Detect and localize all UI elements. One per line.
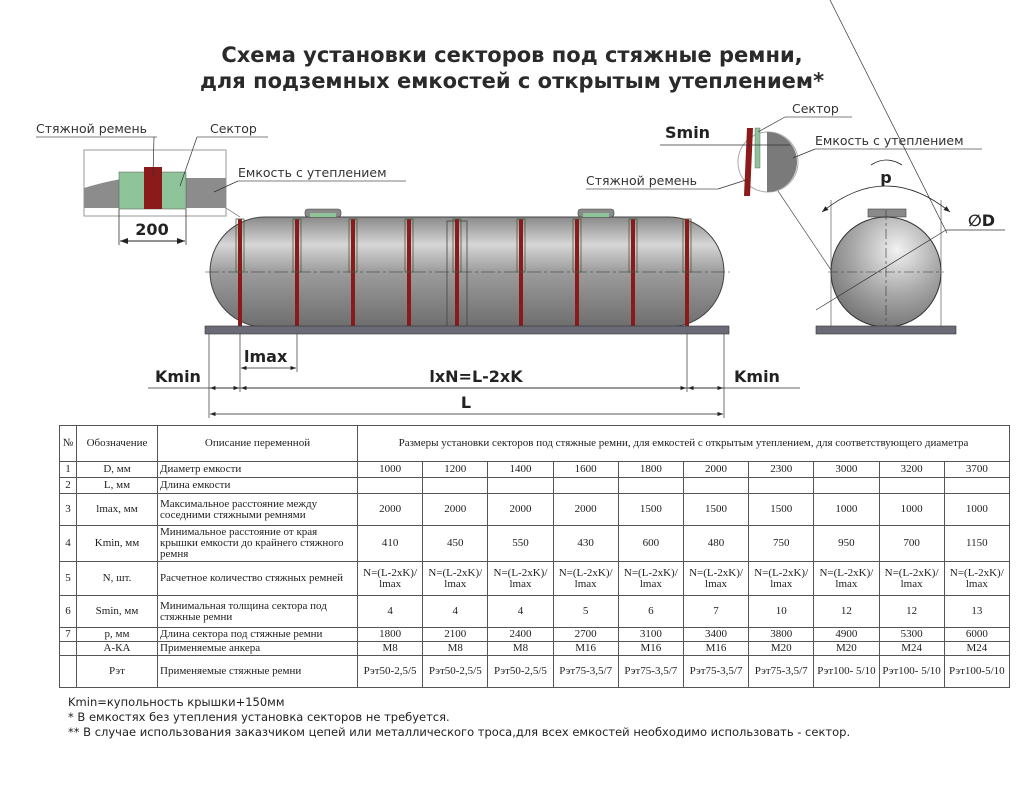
page-title-line-2: для подземных емкостей с открытым утеплением* xyxy=(199,69,825,93)
row-value xyxy=(488,478,553,494)
row-value: 4 xyxy=(358,596,423,628)
table-header-row xyxy=(60,426,1010,462)
table-row xyxy=(60,596,1010,628)
row-value: 700 xyxy=(879,526,944,562)
row-value: 4 xyxy=(423,596,488,628)
row-description: Минимальная толщина сектора под стяжные ремни xyxy=(158,596,358,628)
strap xyxy=(575,219,579,326)
sector-label-left: Сектор xyxy=(210,121,257,136)
row-num xyxy=(60,642,77,656)
row-value: 6000 xyxy=(944,628,1009,642)
row-value: 1500 xyxy=(618,494,683,526)
row-value: Рэт100-5/10 xyxy=(944,656,1009,688)
row-value: 2300 xyxy=(749,462,814,478)
tank-side-view xyxy=(205,209,730,334)
tank-label-left: Емкость с утеплением xyxy=(238,165,387,180)
table-row xyxy=(60,642,1010,656)
row-value: 1500 xyxy=(749,494,814,526)
table-row xyxy=(60,462,1010,478)
strap-label-left: Стяжной ремень xyxy=(36,121,147,136)
row-value: Рэт100- 5/10 xyxy=(814,656,879,688)
row-value xyxy=(358,478,423,494)
row-value: N=(L-2xK)/ lmax xyxy=(423,562,488,596)
row-description: Длина емкости xyxy=(158,478,358,494)
row-value xyxy=(553,478,618,494)
row-value: 1400 xyxy=(488,462,553,478)
tank-end-view xyxy=(816,0,1005,334)
strap xyxy=(685,219,689,326)
row-value: 950 xyxy=(814,526,879,562)
table-row xyxy=(60,656,1010,688)
row-value: 1600 xyxy=(553,462,618,478)
row-value: Рэт50-2,5/5 xyxy=(423,656,488,688)
strap-label-right: Стяжной ремень xyxy=(586,173,697,188)
hatch-left xyxy=(305,209,341,217)
length-label: L xyxy=(460,393,472,412)
header-designation: Обозначение xyxy=(77,426,158,462)
row-description: Расчетное количество стяжных ремней xyxy=(158,562,358,596)
row-value: 3800 xyxy=(749,628,814,642)
row-value: 1000 xyxy=(814,494,879,526)
row-value: 2000 xyxy=(423,494,488,526)
diameter-label: ∅D xyxy=(968,211,995,230)
row-designation: А-КА xyxy=(77,642,158,656)
row-value: 1000 xyxy=(879,494,944,526)
end-view-hatch xyxy=(868,209,906,217)
row-value: 2100 xyxy=(423,628,488,642)
row-value: N=(L-2xK)/ lmax xyxy=(553,562,618,596)
row-value xyxy=(423,478,488,494)
strap xyxy=(455,219,459,326)
row-description: Минимальное расстояние от края крышки емкости до крайнего стяжного ремня xyxy=(158,526,358,562)
note-insulation: * В емкостях без утепления установка секторов не требуется. xyxy=(68,710,450,724)
row-value: 750 xyxy=(749,526,814,562)
row-description: Применяемые анкера xyxy=(158,642,358,656)
note-kmin: Kmin=купольность крышки+150мм xyxy=(68,695,285,709)
header-sizes: Размеры установки секторов под стяжные ремни, для емкостей с открытым утеплением, для соответствующего диаметра xyxy=(358,426,1010,462)
table-row xyxy=(60,494,1010,526)
sector-section xyxy=(755,128,760,168)
sector-label-right: Сектор xyxy=(792,101,839,116)
row-value: 13 xyxy=(944,596,1009,628)
row-value: 480 xyxy=(683,526,748,562)
row-value: 430 xyxy=(553,526,618,562)
row-value: N=(L-2xK)/ lmax xyxy=(488,562,553,596)
row-value: M16 xyxy=(553,642,618,656)
row-value: 12 xyxy=(814,596,879,628)
row-designation: D, мм xyxy=(77,462,158,478)
row-num: 5 xyxy=(60,562,77,596)
strap xyxy=(407,219,411,326)
row-designation: p, мм xyxy=(77,628,158,642)
row-value: 2400 xyxy=(488,628,553,642)
row-value: M24 xyxy=(879,642,944,656)
row-value: 2700 xyxy=(553,628,618,642)
smin-label: Smin xyxy=(665,123,711,142)
kmin-right-label: Kmin xyxy=(734,367,780,386)
row-value: M8 xyxy=(423,642,488,656)
row-description: Диаметр емкости xyxy=(158,462,358,478)
row-value: 550 xyxy=(488,526,553,562)
dimension-lines xyxy=(148,334,800,418)
row-value: 5300 xyxy=(879,628,944,642)
row-value: 3000 xyxy=(814,462,879,478)
row-value: 450 xyxy=(423,526,488,562)
row-designation: L, мм xyxy=(77,478,158,494)
row-num: 4 xyxy=(60,526,77,562)
table-row xyxy=(60,628,1010,642)
row-value: M16 xyxy=(618,642,683,656)
formula-label: lxN=L-2xK xyxy=(429,367,523,386)
row-value: N=(L-2xK)/ lmax xyxy=(814,562,879,596)
tank-label-right: Емкость с утеплением xyxy=(815,133,964,148)
row-value: 2000 xyxy=(553,494,618,526)
row-value: 1800 xyxy=(618,462,683,478)
row-description: Применяемые стяжные ремни xyxy=(158,656,358,688)
end-view-base xyxy=(816,326,956,334)
row-value: M8 xyxy=(488,642,553,656)
row-value: 3400 xyxy=(683,628,748,642)
row-value: Рэт75-3,5/7 xyxy=(749,656,814,688)
row-num: 2 xyxy=(60,478,77,494)
row-value: Рэт50-2,5/5 xyxy=(358,656,423,688)
row-value: Рэт75-3,5/7 xyxy=(618,656,683,688)
kmin-left-label: Kmin xyxy=(155,367,201,386)
insulation-section xyxy=(767,132,797,192)
note-chains: ** В случае использования заказчиком цепей или металлического троса,для всех емкостей необходимо использовать - сектор. xyxy=(68,725,851,739)
row-value: 4900 xyxy=(814,628,879,642)
footnotes xyxy=(68,695,850,740)
header-description: Описание переменной xyxy=(158,426,358,462)
row-value xyxy=(814,478,879,494)
row-value: N=(L-2xK)/ lmax xyxy=(358,562,423,596)
row-designation: Kmin, мм xyxy=(77,526,158,562)
row-value: 1800 xyxy=(358,628,423,642)
row-value: N=(L-2xK)/ lmax xyxy=(618,562,683,596)
width-dimension-label: 200 xyxy=(135,220,169,239)
row-value: 10 xyxy=(749,596,814,628)
row-value: Рэт100- 5/10 xyxy=(879,656,944,688)
row-value: M20 xyxy=(814,642,879,656)
row-value xyxy=(618,478,683,494)
row-value: Рэт75-3,5/7 xyxy=(683,656,748,688)
row-value xyxy=(944,478,1009,494)
row-value: N=(L-2xK)/ lmax xyxy=(879,562,944,596)
row-value xyxy=(683,478,748,494)
row-value: M8 xyxy=(358,642,423,656)
row-value: 7 xyxy=(683,596,748,628)
row-value: M24 xyxy=(944,642,1009,656)
row-value: 1200 xyxy=(423,462,488,478)
row-value: M20 xyxy=(749,642,814,656)
row-value: Рэт75-3,5/7 xyxy=(553,656,618,688)
lmax-label: lmax xyxy=(244,347,288,366)
row-value: 2000 xyxy=(358,494,423,526)
strap xyxy=(631,219,635,326)
row-value: 2000 xyxy=(683,462,748,478)
strap xyxy=(351,219,355,326)
arc-p-label: p xyxy=(880,168,892,187)
table-row xyxy=(60,526,1010,562)
strap xyxy=(295,219,299,326)
table-row xyxy=(60,562,1010,596)
row-num xyxy=(60,656,77,688)
row-value: 12 xyxy=(879,596,944,628)
row-value: 6 xyxy=(618,596,683,628)
row-value: 600 xyxy=(618,526,683,562)
row-value: N=(L-2xK)/ lmax xyxy=(749,562,814,596)
row-value: 1000 xyxy=(944,494,1009,526)
row-value: 2000 xyxy=(488,494,553,526)
row-description: Максимальное расстояние между соседними стяжными ремнями xyxy=(158,494,358,526)
tank-base xyxy=(205,326,729,334)
row-num: 6 xyxy=(60,596,77,628)
spec-table xyxy=(59,425,1010,688)
row-value: M16 xyxy=(683,642,748,656)
row-value: 410 xyxy=(358,526,423,562)
strap xyxy=(519,219,523,326)
row-value: Рэт50-2,5/5 xyxy=(488,656,553,688)
row-value: 4 xyxy=(488,596,553,628)
row-value: 3700 xyxy=(944,462,1009,478)
hatch-right xyxy=(578,209,614,217)
row-num: 1 xyxy=(60,462,77,478)
row-num: 7 xyxy=(60,628,77,642)
row-value: N=(L-2xK)/ lmax xyxy=(944,562,1009,596)
strap xyxy=(238,219,242,326)
header-num: № xyxy=(60,426,77,462)
row-value: N=(L-2xK)/ lmax xyxy=(683,562,748,596)
row-designation: Smin, мм xyxy=(77,596,158,628)
row-description: Длина сектора под стяжные ремни xyxy=(158,628,358,642)
row-value: 1000 xyxy=(358,462,423,478)
page-title-line-1: Схема установки секторов под стяжные ремни, xyxy=(221,43,803,67)
row-value: 3100 xyxy=(618,628,683,642)
table-row xyxy=(60,478,1010,494)
row-value: 3200 xyxy=(879,462,944,478)
row-designation: Рэт xyxy=(77,656,158,688)
row-value xyxy=(749,478,814,494)
row-value: 1150 xyxy=(944,526,1009,562)
row-value: 5 xyxy=(553,596,618,628)
row-value xyxy=(879,478,944,494)
row-designation: lmax, мм xyxy=(77,494,158,526)
row-num: 3 xyxy=(60,494,77,526)
row-designation: N, шт. xyxy=(77,562,158,596)
row-value: 1500 xyxy=(683,494,748,526)
